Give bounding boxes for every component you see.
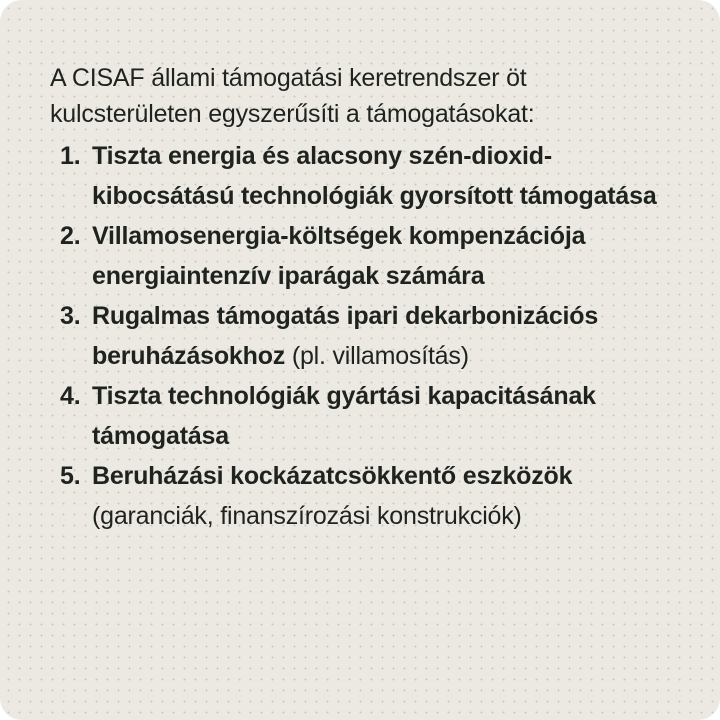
item-number: 2. [60, 222, 81, 250]
list-item [50, 216, 680, 296]
item-number: 1. [60, 142, 81, 170]
list-item [50, 296, 680, 376]
item-title: Tiszta technológiák gyártási kapacitásának támogatása [92, 382, 596, 450]
item-title: Tiszta energia és alacsony szén-dioxid-kibocsátású technológiák gyorsított támogatása [92, 142, 657, 210]
support-areas-list [50, 136, 680, 536]
list-item [50, 456, 680, 536]
item-number: 3. [60, 302, 81, 330]
item-number: 5. [60, 462, 81, 490]
intro-paragraph: A CISAF állami támogatási keretrendszer öt kulcsterületen egyszerűsíti a támogatásokat: [50, 64, 535, 128]
item-number: 4. [60, 382, 81, 410]
item-note: (garanciák, finanszírozási konstrukciók) [92, 502, 522, 530]
item-title: Beruházási kockázatcsökkentő eszközök [92, 462, 573, 490]
item-note: (pl. villamosítás) [285, 342, 469, 370]
list-item [50, 136, 680, 216]
list-item [50, 376, 680, 456]
item-title: Villamosenergia-költségek kompenzációja energiaintenzív iparágak számára [92, 222, 586, 290]
item-title: Rugalmas támogatás ipari dekarbonizációs beruházásokhoz [92, 302, 599, 370]
